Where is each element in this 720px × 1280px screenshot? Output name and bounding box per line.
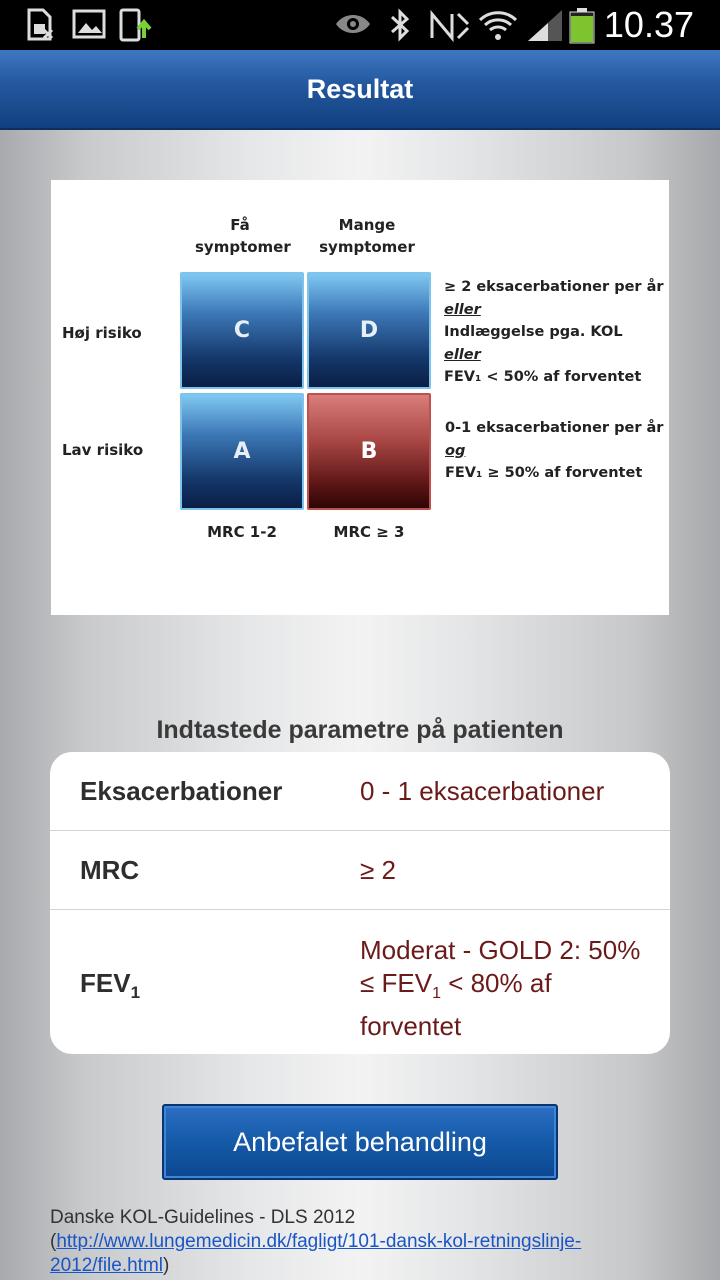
criteria-line: FEV₁ < 50% af forventet <box>444 369 642 385</box>
parameters-heading: Indtastede parametre på patienten <box>156 716 564 744</box>
criteria-connector <box>445 440 667 463</box>
row-header-high-risk: Høj risiko <box>62 324 142 342</box>
param-value-subscript: 1 <box>432 985 441 1003</box>
col-header-few-symptoms <box>180 214 300 258</box>
criteria-connector <box>444 344 666 367</box>
criteria-line: FEV₁ ≥ 50% af forventet <box>445 465 643 481</box>
criteria-connector-text: og <box>445 442 466 459</box>
page-title: Resultat <box>306 73 414 104</box>
criteria-connector-text: eller <box>444 301 481 318</box>
criteria-line: Indlæggelse pga. KOL <box>444 324 623 340</box>
criteria-connector-text: eller <box>444 346 481 363</box>
cell-letter: C <box>233 318 251 343</box>
col-header-many-symptoms <box>307 214 427 258</box>
table-row <box>50 752 670 831</box>
criteria-line: 0-1 eksacerbationer per år <box>445 420 664 436</box>
sim-card-icon <box>26 8 56 47</box>
cell-letter: B <box>360 439 378 464</box>
mrc-label-high: MRC ≥ 3 <box>333 523 405 541</box>
low-risk-criteria <box>445 417 667 485</box>
col-header-text: Få symptomer <box>195 216 291 256</box>
row-header-low-risk: Lav risiko <box>62 441 144 459</box>
param-label <box>80 968 140 1003</box>
param-value-text: < 80% af forventet <box>360 968 552 1042</box>
param-value: ≥ 2 <box>360 855 396 885</box>
param-value <box>360 934 650 1043</box>
param-value-text: Moderat - GOLD 2: 50% ≤ FEV <box>360 935 641 998</box>
table-row <box>50 910 670 1054</box>
param-label-text: FEV <box>80 968 131 998</box>
parameters-table <box>50 752 670 1054</box>
title-bar <box>0 50 720 130</box>
wifi-icon <box>478 8 518 47</box>
guideline-link[interactable]: http://www.lungemedicin.dk/fagligt/101-dansk-kol-retningslinje-2012/file.html <box>50 1231 582 1276</box>
recommended-treatment-button[interactable]: Anbefalet behandling <box>162 1104 558 1180</box>
gold-matrix-figure <box>51 180 669 615</box>
param-label-subscript: 1 <box>130 983 141 1003</box>
param-label: MRC <box>80 855 140 885</box>
download-phone-icon <box>118 8 154 47</box>
criteria-line: ≥ 2 eksacerbationer per år <box>444 279 664 295</box>
status-bar <box>0 0 720 50</box>
gold-cell-d <box>307 272 431 389</box>
cell-letter: A <box>233 439 251 464</box>
source-citation <box>50 1206 680 1278</box>
gold-cell-a <box>180 393 304 510</box>
col-header-text: Mange symptomer <box>319 216 415 256</box>
signal-icon <box>526 8 564 47</box>
citation-text: Danske KOL-Guidelines - DLS 2012 ( <box>50 1207 356 1252</box>
gold-cell-c <box>180 272 304 389</box>
param-label: Eksacerbationer <box>80 776 283 806</box>
citation-closing: ) <box>163 1255 170 1276</box>
gold-cell-b-highlighted <box>307 393 431 510</box>
table-row <box>50 831 670 910</box>
nfc-icon <box>428 8 472 47</box>
high-risk-criteria <box>444 276 666 389</box>
criteria-connector <box>444 299 666 322</box>
mrc-label-low: MRC 1-2 <box>207 523 277 541</box>
bluetooth-icon <box>388 8 412 47</box>
param-value: 0 - 1 eksacerbationer <box>360 776 605 806</box>
cell-letter: D <box>359 318 379 343</box>
eye-icon <box>334 8 372 45</box>
clock: 10.37 <box>603 4 694 45</box>
battery-icon <box>568 8 596 49</box>
image-icon <box>72 8 106 45</box>
